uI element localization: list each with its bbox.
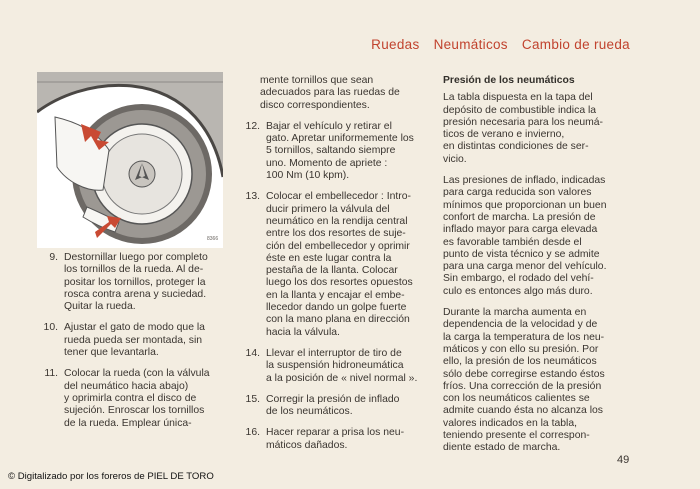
header-neumaticos: Neumáticos <box>433 37 508 52</box>
wheel-change-illustration <box>37 72 223 248</box>
step-text: Hacer reparar a prisa los neu- máticos dañados. <box>266 427 405 451</box>
step-text: Colocar la rueda (con la válvula del neumático hacia abajo) y oprimirla contra el disco de sujeción. Enroscar los tornillos de la rueda. Emplear única- <box>64 368 210 429</box>
step-text: Bajar el vehículo y retirar el gato. Apretar uniformemente los 5 tornillos, saltando siempre uno. Momento de apriete : 100 Nm (10 kpm). <box>266 120 414 182</box>
step-text: Corregir la presión de inflado de los neumáticos. <box>266 393 400 418</box>
step-text: Ajustar el gato de modo que la rueda pueda ser montada, sin tener que levantarla. <box>64 322 205 359</box>
step-15 <box>240 394 430 419</box>
column-2 <box>240 75 430 461</box>
pressure-paragraph-2: Las presiones de inflado, indicadas para carga reducida son valores mínimos que proporcionan un buen confort de marcha. La presión de inflado mayor para carga elevada es favorable también desde el punto de vista técnico y se admite para una carga menor del vehículo. Sin embargo, el rodado del vehí- culo es entonces algo más duro. <box>443 175 607 297</box>
column-3 <box>443 75 633 464</box>
step-10 <box>38 322 228 359</box>
step-14 <box>240 348 430 385</box>
step-16 <box>240 427 430 452</box>
pressure-paragraph-3: Durante la marcha aumenta en dependencia de la velocidad y de la carga la temperatura de los neu- máticos y con ello su presión. Por ello, la presión de los neumáticos sólo debe corregirse estando éstos fríos. Una corrección de la presión con los neumáticos calientes se admite cuando ésta no alcanza los valores indicados en la tabla, teniendo presente el correspon- diente estado de marcha. <box>443 307 605 454</box>
step-number: 10. <box>43 322 58 334</box>
figure-code: 8366 <box>207 236 219 242</box>
step-text: Colocar el embellecedor : Intro- ducir primero la válvula del neumático en la rendija central entre los dos resortes de suje- ción del embellecedor y oprimir éste en este lugar contra la pestaña de la llanta. Colocar luego los dos resortes opuestos en la llanta y encajar el embe- llecedor dando un golpe fuerte con la mano plana en dirección hacia la válvula. <box>266 191 413 338</box>
page-number: 49 <box>617 454 630 466</box>
page-header <box>361 37 630 52</box>
step-11-continuation: mente tornillos que sean adecuados para las ruedas de disco correspondientes. <box>260 75 400 111</box>
header-cambio-de-rueda: Cambio de rueda <box>521 37 630 52</box>
step-9 <box>38 252 228 313</box>
step-11 <box>38 368 228 429</box>
step-number: 14. <box>245 347 260 359</box>
step-13 <box>240 191 430 339</box>
step-number: 15. <box>245 393 260 405</box>
step-number: 16. <box>245 427 260 439</box>
section-title-pressure: Presión de los neumáticos <box>443 75 575 86</box>
step-12 <box>240 121 430 182</box>
step-text: Llevar el interruptor de tiro de la suspensión hidroneumática a la posición de « nivel normal ». <box>266 347 418 384</box>
step-number: 13. <box>245 191 260 203</box>
credit-line: © Digitalizado por los foreros de PIEL DE TORO <box>8 471 214 482</box>
column-1 <box>38 252 228 439</box>
step-number: 11. <box>44 368 58 380</box>
pressure-paragraph-1: La tabla dispuesta en la tapa del depósito de combustible indica la presión necesaria para los neumá- ticos de verano e invierno, en distintas condiciones de ser- vicio. <box>443 92 603 165</box>
header-ruedas: Ruedas <box>371 37 420 52</box>
step-number: 9. <box>49 252 58 263</box>
step-number: 12. <box>245 120 260 132</box>
step-text: Destornillar luego por completo los tornillos de la rueda. Al de- positar los tornillos, proteger la rosca contra arena y suciedad. Quitar la rueda. <box>64 252 208 313</box>
